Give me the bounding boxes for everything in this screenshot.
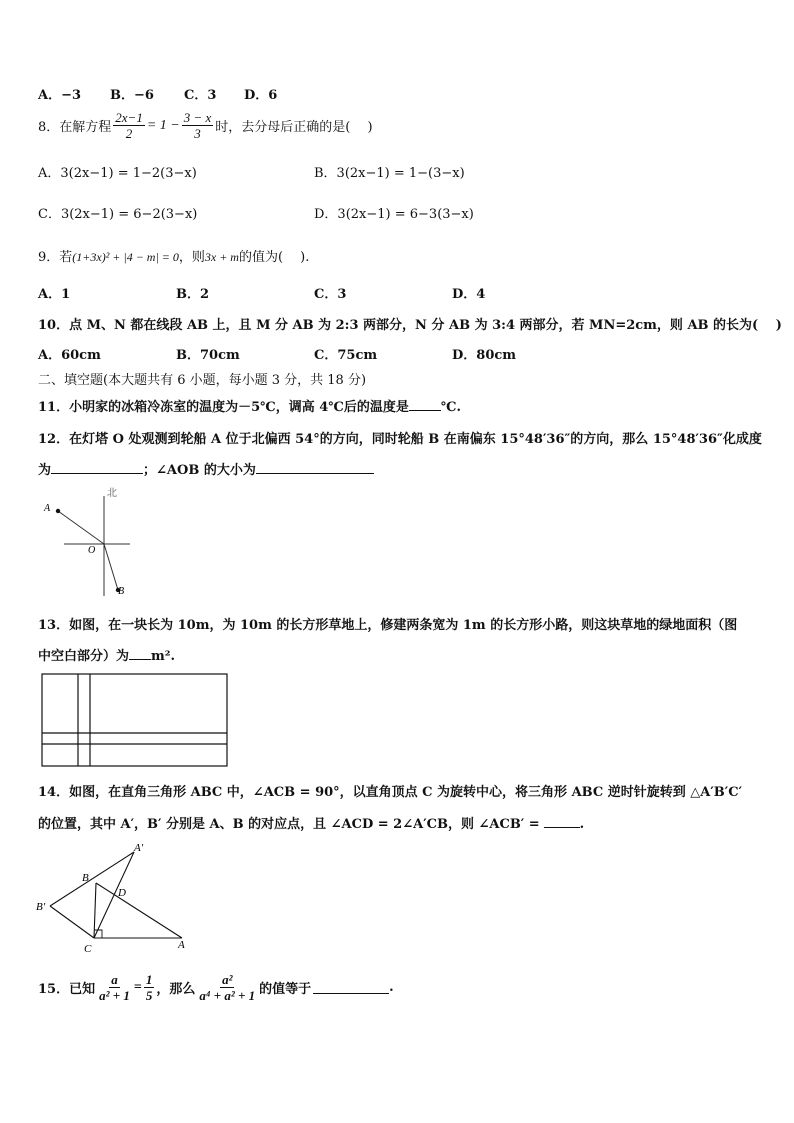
label-a-prime: A′ [134,842,144,854]
label-b-prime: B′ [36,901,46,913]
q9-option-b: B．2 [176,287,210,302]
q7-option-c: C．3 [184,88,217,103]
point-a [56,509,60,513]
q15-fraction-1: $\frac{a}{\text{a² + 1}}$ [99,972,130,1003]
q8-option-a: A．3(2x−1) = 1−2(3−x) [38,166,197,181]
q13-line-1: 13．如图，在一块长为 10m，为 10m 的长方形草地上，修建两条宽为 1m 的长方形小路，则这块草地的绿地面积（图 [38,618,738,633]
q9-stem: 9．若(1+3x)² + |4 − m| = 0，则3x + m的值为( ). [38,250,310,265]
label-c: C [84,943,92,955]
q8-option-c: C．3(2x−1) = 6−2(3−x) [38,207,198,222]
q13-answer-blank[interactable] [129,647,151,660]
q8-fraction-2: $\frac{3 - x}{3}$ [183,110,212,141]
label-b: B [118,586,125,597]
q12-line-1: 12．在灯塔 O 处观测到轮船 A 位于北偏西 54°的方向，同时轮船 B 在南偏东 15°48′36″的方向，那么 15°48′36″化成度 [38,432,762,447]
q8-option-d: D．3(2x−1) = 6−3(3−x) [314,207,474,222]
q13-lawn-figure [40,673,230,769]
q8-option-b: B．3(2x−1) = 1−(3−x) [314,166,465,181]
q15-stem: 15．已知 $\frac{a}{\text{a² + 1}}$ = $\frac{1}{5}$ ，那么 $\frac{\text{a²}}{\text{a⁴ + a² + 1}}$ 的值等于 . [38,972,394,1003]
q15-fraction-3: $\frac{\text{a²}}{\text{a⁴ + a² + 1}}$ [199,972,256,1003]
q8-stem: 8．在解方程 $\frac{2x-1}{2}$ = 1 − $\frac{3 - x}{3}$ 时，去分母后正确的是( ) [38,110,373,141]
q15-answer-blank[interactable] [313,981,389,994]
segment-ba [96,883,182,938]
q14-line-2: 的位置，其中 A′，B′ 分别是 A、B 的对应点，且 ∠ACD = 2∠A′CB，则 ∠ACB′ = . [38,817,585,832]
q12-answer-blank-1[interactable] [51,461,143,474]
q10-option-c: C．75cm [314,348,378,363]
q10-stem: 10．点 M、N 都在线段 AB 上，且 M 分 AB 为 2:3 两部分，N 分 AB 为 3:4 两部分，若 MN=2cm，则 AB 的长为( ) [38,318,782,333]
q7-option-d: D．6 [244,88,278,103]
q14-line-1: 14．如图，在直角三角形 ABC 中，∠ACB = 90°，以直角顶点 C 为旋转中心，将三角形 ABC 逆时针旋转到 △A′B′C′ [38,785,742,800]
q9-option-d: D．4 [452,287,486,302]
label-a: A [44,503,51,514]
q14-answer-blank[interactable] [544,815,580,828]
label-a: A [178,939,185,951]
q9-option-a: A．1 [38,287,71,302]
lawn-rectangle [42,674,227,766]
q13-line-2: 中空白部分）为 m². [38,649,175,664]
q12-answer-blank-2[interactable] [256,461,374,474]
label-o: O [88,545,96,556]
q14-triangle-figure [36,838,196,958]
ray-oa [58,511,104,544]
q10-option-d: D．80cm [452,348,517,363]
q10-option-b: B．70cm [176,348,240,363]
q11-answer-blank[interactable] [409,398,441,411]
q15-fraction-2: $\frac{1}{5}$ [145,972,153,1003]
right-angle-marker [94,930,102,938]
q7-option-b: B．−6 [110,88,154,103]
q10-option-a: A．60cm [38,348,101,363]
q8-fraction-1: $\frac{2x-1}{2}$ [115,110,143,141]
label-d: D [118,887,126,899]
q11-stem: 11．小明家的冰箱冷冻室的温度为－5℃，调高 4℃后的温度是 ℃. [38,400,461,415]
q8-number: 8．在解方程 [38,120,112,135]
label-b: B [82,872,89,884]
q9-option-c: C．3 [314,287,347,302]
q7-option-a: A．−3 [38,88,82,103]
q12-compass-figure [38,484,138,599]
north-label: 北 [107,488,117,499]
q12-line-2: 为 ；∠AOB 的大小为 [38,459,374,478]
section-2-title: 二、填空题(本大题共有 6 小题，每小题 3 分，共 18 分) [38,373,367,388]
ray-ob [104,544,118,590]
segment-cb-prime [50,906,94,938]
